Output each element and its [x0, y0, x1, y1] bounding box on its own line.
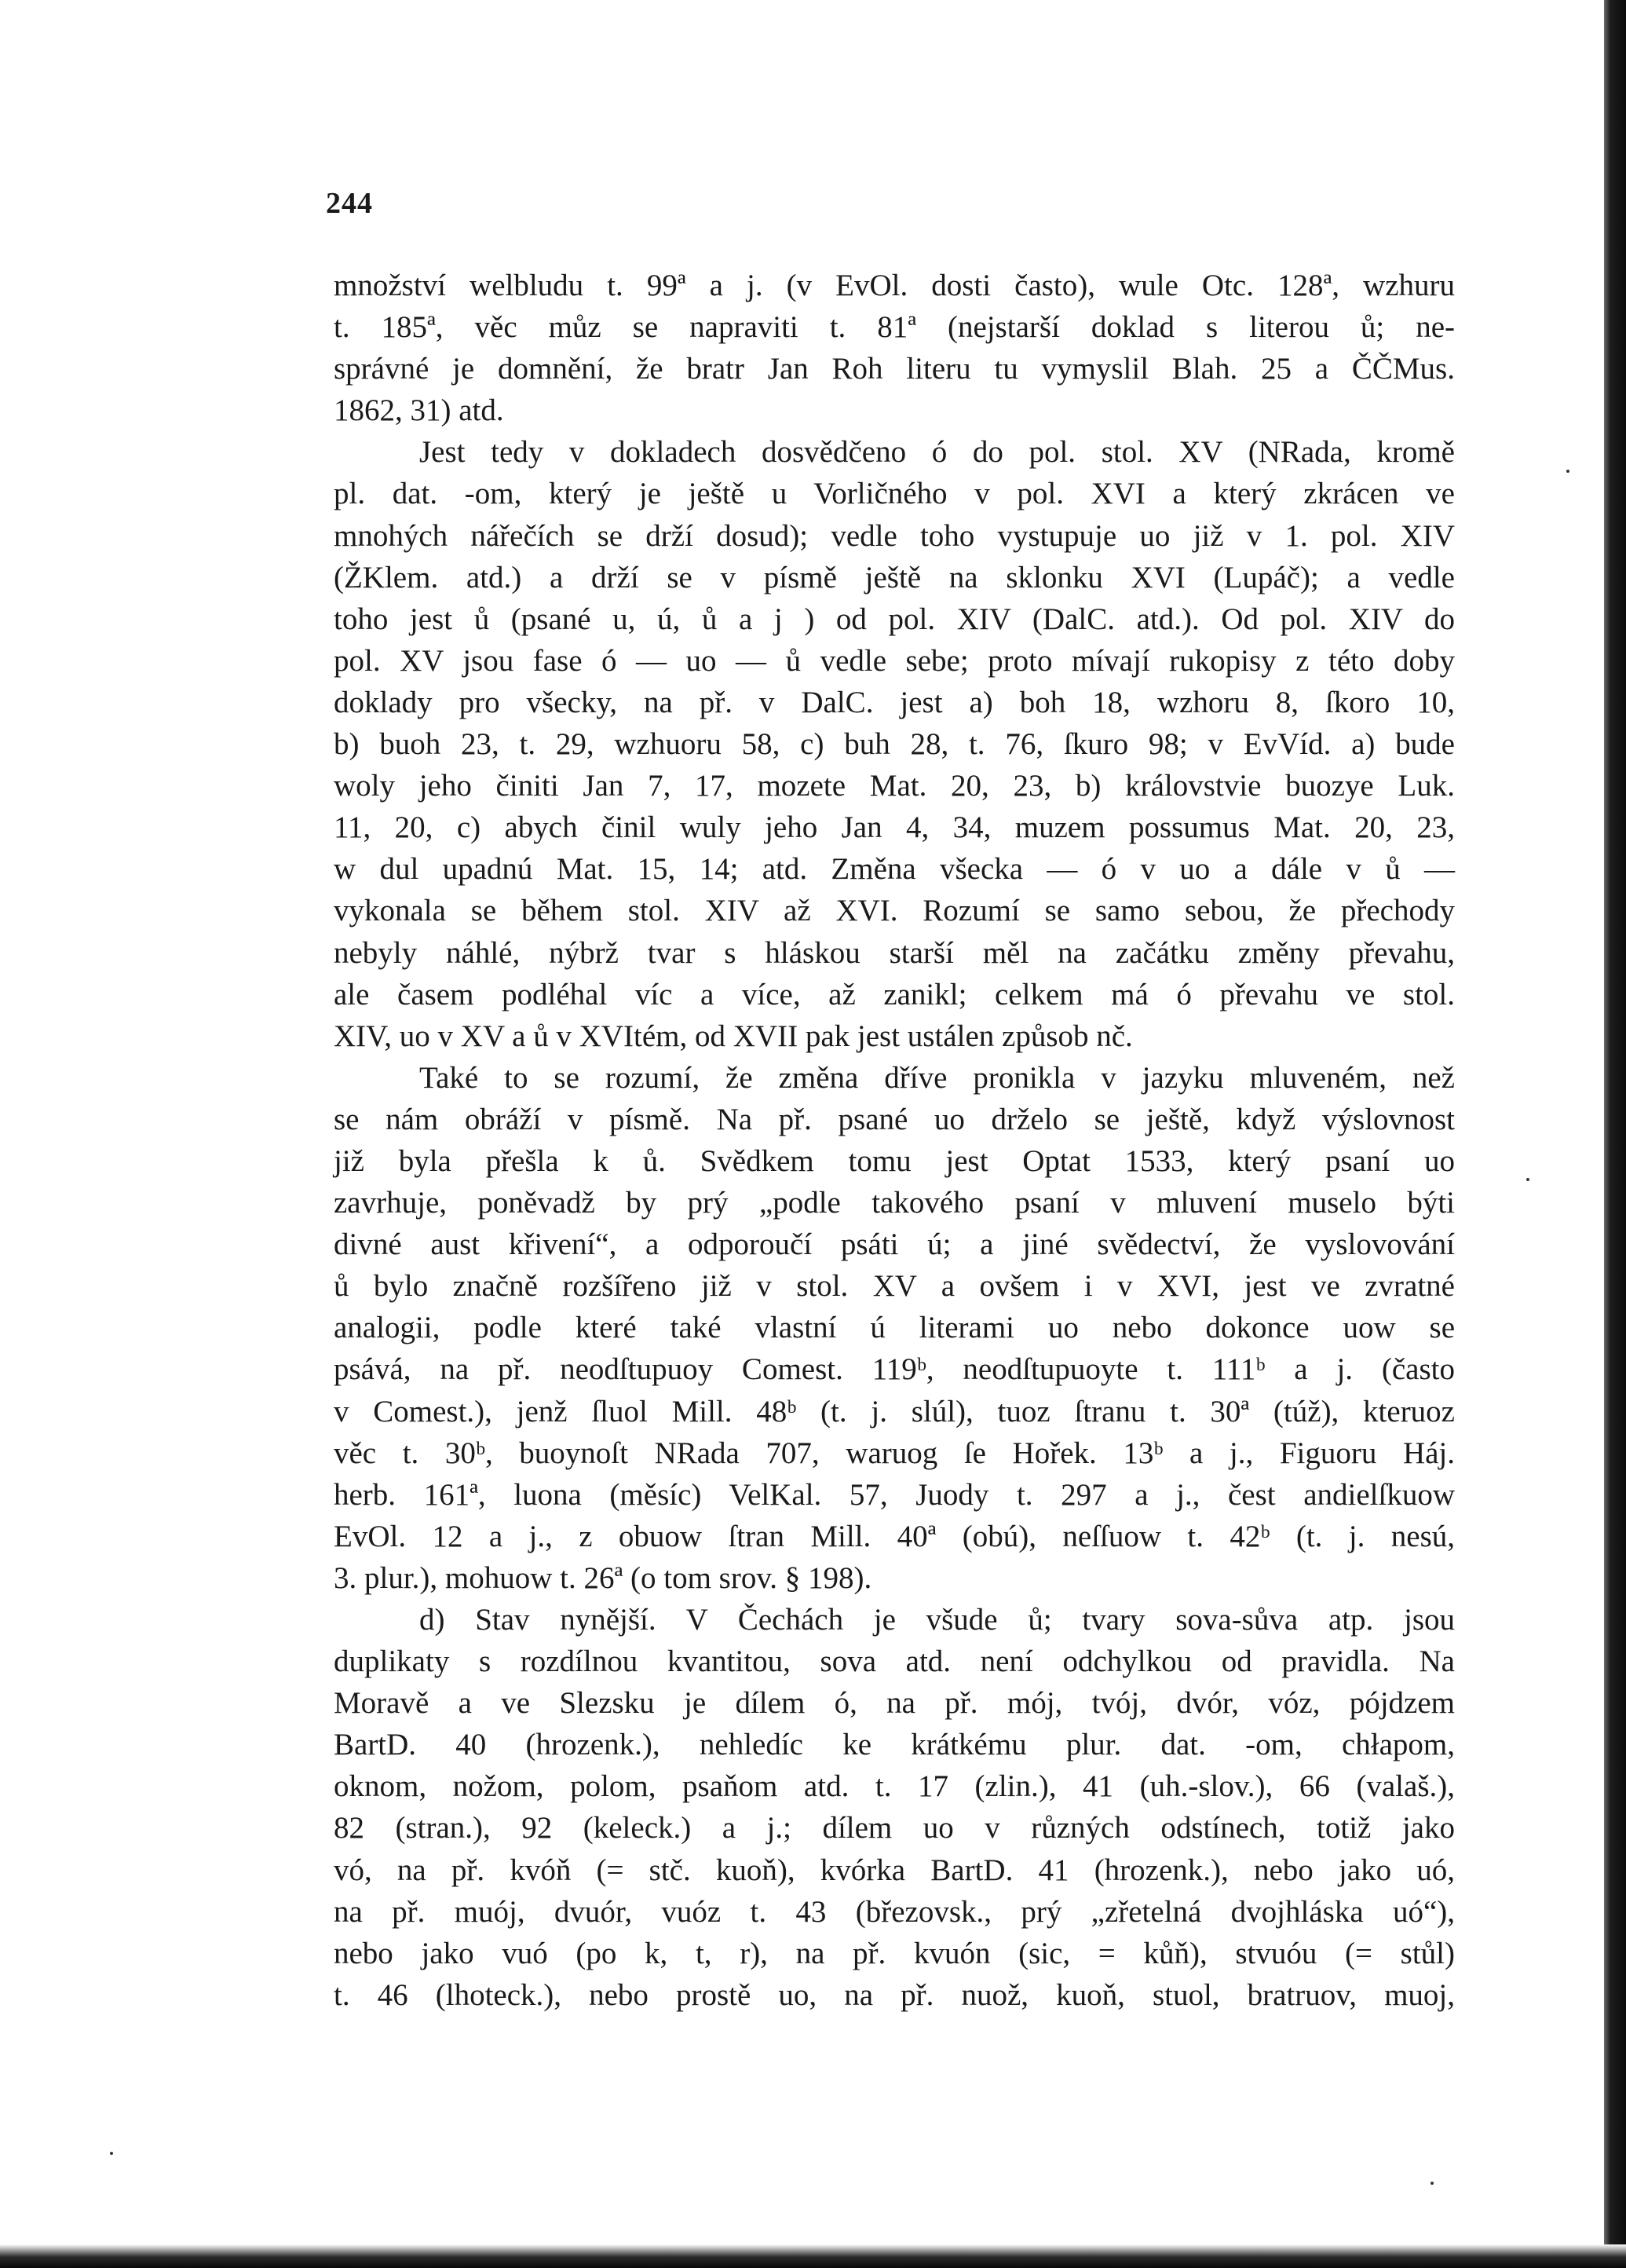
text-line: t. 185ª, věc můz se napraviti t. 81ª (nejstarší doklad s literou ů; ne- [334, 310, 1455, 345]
text-line: XIV, uo v XV a ů v XVItém, od XVII pak jest ustálen způsob nč. [334, 1019, 1133, 1053]
text-line: t. 46 (lhoteck.), nebo prostě uo, na př. nuož, kuoň, stuol, bratruov, muoj, [334, 1977, 1455, 2012]
text-line: (ŽKlem. atd.) a drží se v písmě ještě na sklonku XVI (Lupáč); a vedle [334, 560, 1455, 594]
text-line: se nám obráží v písmě. Na př. psané uo drželo se ještě, když výslovnost [334, 1102, 1455, 1136]
text-line: v Comest.), jenž ſluol Mill. 48ᵇ (t. j. slúl), tuoz ſtranu t. 30ª (túž), kteruoz [334, 1394, 1455, 1428]
text-line: duplikaty s rozdílnou kvantitou, sova atd. není odchylkou od pravidla. Na [334, 1644, 1455, 1679]
text-line: 82 (stran.), 92 (keleck.) a j.; dílem uo v různých odstínech, totiž jako [334, 1811, 1455, 1845]
text-line: 11, 20, c) abych činil wuly jeho Jan 4, 34, muzem possumus Mat. 20, 23, [334, 810, 1455, 845]
text-line: 3. plur.), mohuow t. 26ª (o tom srov. § 198). [334, 1560, 872, 1595]
text-line: analogii, podle které také vlastní ú literami uo nebo dokonce uow se [334, 1311, 1455, 1345]
text-line: správné je domnění, že bratr Jan Roh literu tu vymyslil Blah. 25 a ČČMus. [334, 352, 1455, 386]
text-line: BartD. 40 (hrozenk.), nehledíc ke krátkému plur. dat. -om, chłapom, [334, 1728, 1455, 1762]
scan-edge-right [1604, 0, 1626, 2268]
text-line: w dul upadnú Mat. 15, 14; atd. Změna všecka — ó v uo a dále v ů — [334, 852, 1455, 887]
page-number: 244 [326, 187, 373, 220]
text-line: mnohých nářečích se drží dosud); vedle toho vystupuje uo již v 1. pol. XIV [334, 518, 1455, 553]
text-line: vó, na př. kvóň (= stč. kuoň), kvórka BartD. 41 (hrozenk.), nebo jako uó, [334, 1853, 1455, 1887]
paragraph-start-line: Jest tedy v dokladech dosvědčeno ó do pol. stol. XV (NRada, kromě [419, 435, 1455, 470]
scan-edge-bottom [0, 2244, 1626, 2268]
paragraph-start-line: d) Stav nynější. V Čechách je všude ů; tvary sova-sůva atp. jsou [419, 1603, 1455, 1637]
text-line: pl. dat. -om, který je ještě u Vorličného v pol. XVI a který zkrácen ve [334, 477, 1455, 511]
text-line: toho jest ů (psané u, ú, ů a j ) od pol. XIV (DalC. atd.). Od pol. XIV do [334, 602, 1455, 636]
text-line: doklady pro všecky, na př. v DalC. jest a) boh 18, wzhoru 8, ſkoro 10, [334, 685, 1455, 719]
text-line: b) buoh 23, t. 29, wzhuoru 58, c) buh 28, t. 76, ſkuro 98; v EvVíd. a) bude [334, 727, 1455, 762]
text-line: pol. XV jsou fase ó — uo — ů vedle sebe; proto mívají rukopisy z této doby [334, 643, 1455, 678]
text-line: ale časem podléhal víc a více, až zanikl; celkem má ó převahu ve stol. [334, 977, 1455, 1011]
text-line: woly jeho činiti Jan 7, 17, mozete Mat. 20, 23, b) královstvie buozye Luk. [334, 769, 1455, 803]
paragraph-start-line: Také to se rozumí, že změna dříve pronikla v jazyku mluveném, než [419, 1060, 1455, 1095]
text-line: zavrhuje, poněvadž by prý „podle takového psaní v mluvení muselo býti [334, 1186, 1455, 1220]
scan-speck [110, 2152, 113, 2155]
text-line: Moravě a ve Slezsku je dílem ó, na př. mój, tvój, dvór, vóz, pójdzem [334, 1686, 1455, 1721]
scan-speck [1431, 2182, 1434, 2185]
text-line: množství welbludu t. 99ª a j. (v EvOl. dosti často), wule Otc. 128ª, wzhuru [334, 269, 1455, 302]
text-line: vykonala se během stol. XIV až XVI. Rozumí se samo sebou, že přechody [334, 894, 1455, 928]
text-line: divné aust křivení“, a odporoučí psáti ú; a jiné svědectví, že vyslovování [334, 1227, 1455, 1262]
text-line: ů bylo značně rozšířeno již v stol. XV a ovšem i v XVI, jest ve zvratné [334, 1269, 1455, 1304]
text-line: 1862, 31) atd. [334, 393, 504, 428]
scan-speck [1526, 1178, 1529, 1181]
text-line: již byla přešla k ů. Svědkem tomu jest Optat 1533, který psaní uo [334, 1143, 1455, 1178]
text-line: EvOl. 12 a j., z obuow ſtran Mill. 40ª (obú), neſſuow t. 42ᵇ (t. j. nesú, [334, 1519, 1455, 1553]
text-line: herb. 161ª, luona (měsíc) VelKal. 57, Juody t. 297 a j., čest andielſkuow [334, 1477, 1455, 1512]
text-line: psává, na př. neodſtupuoy Comest. 119ᵇ, neodſtupuoyte t. 111ᵇ a j. (často [334, 1352, 1455, 1387]
text-line: nebyly náhlé, nýbrž tvar s hláskou starší měl na začátku změny převahu, [334, 935, 1455, 970]
text-line: nebo jako vuó (po k, t, r), na př. kvuón (sic, = kůň), stvuóu (= stůl) [334, 1936, 1455, 1970]
scan-speck [1566, 470, 1569, 473]
body-text [334, 265, 1455, 2016]
text-line: oknom, nožom, polom, psaňom atd. t. 17 (zlin.), 41 (uh.-slov.), 66 (valaš.), [334, 1769, 1455, 1804]
text-line: na př. muój, dvuór, vuóz t. 43 (březovsk., prý „zřetelná dvojhláska uó“), [334, 1894, 1455, 1929]
text-line: věc t. 30ᵇ, buoynoſt NRada 707, waruog ſe Hořek. 13ᵇ a j., Figuoru Háj. [334, 1436, 1455, 1470]
